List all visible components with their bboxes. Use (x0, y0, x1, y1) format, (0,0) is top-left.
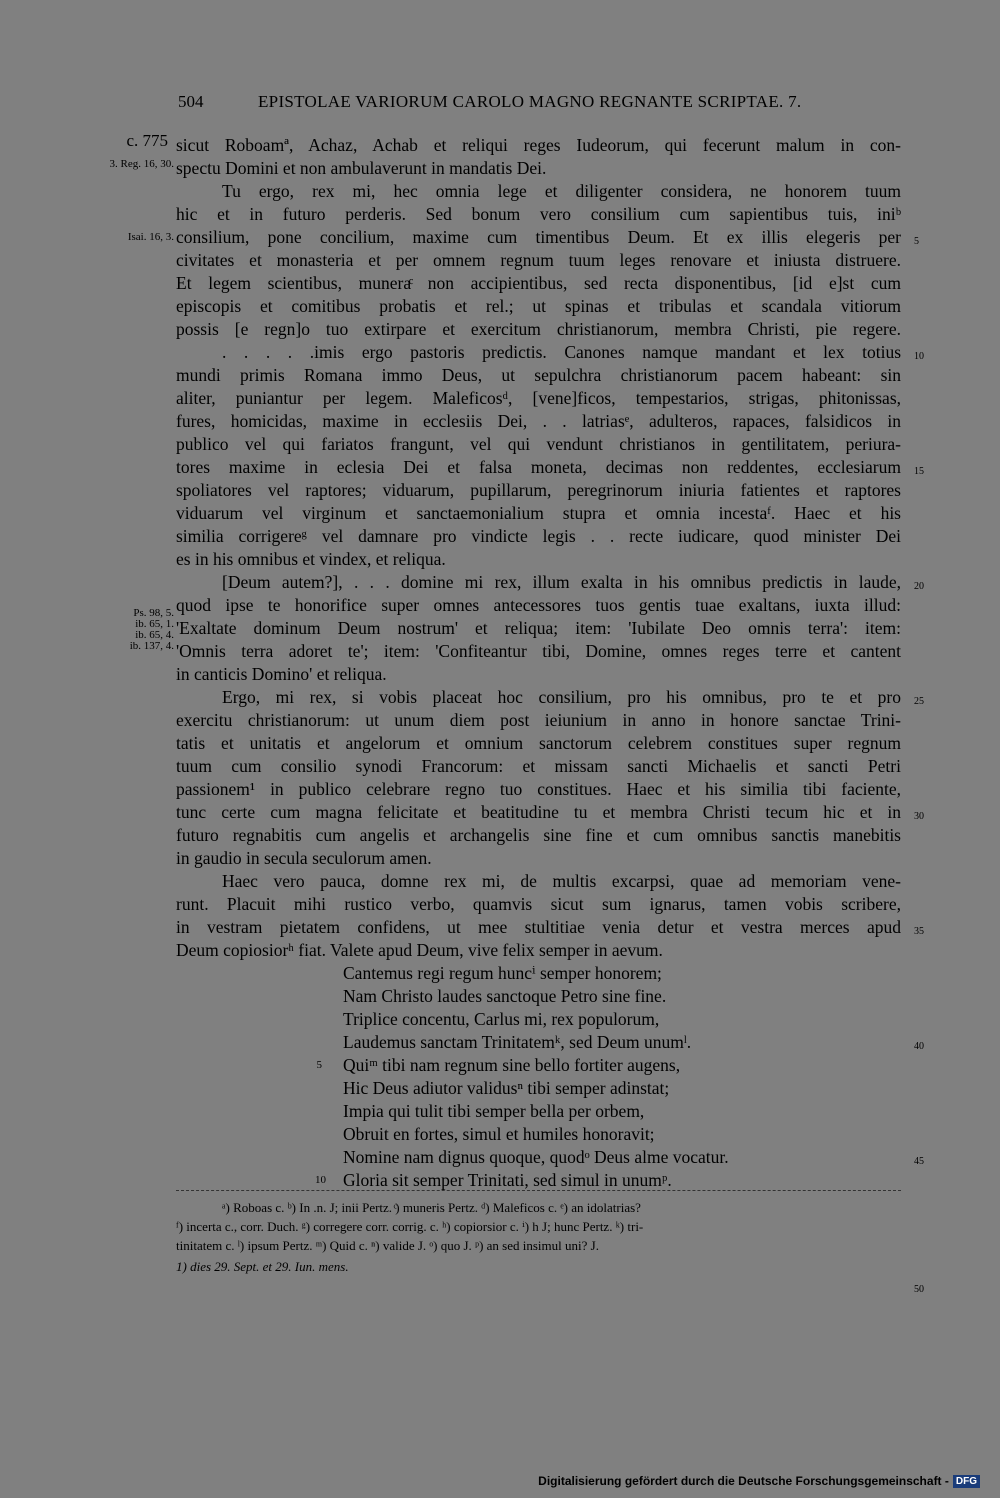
text-line: [Deum autem?], . . . domine mi rex, illum exalta in his omnibus predictis in laude, (222, 572, 901, 592)
line-number: 15 (914, 466, 924, 477)
credit-text: Digitalisierung gefördert durch die Deutsche Forschungsgemeinschaft - (538, 1474, 949, 1488)
running-title: EPISTOLAE VARIORUM CAROLO MAGNO REGNANTE SCRIPTAE. 7. (258, 92, 802, 111)
text-line: publico vel qui fariatos frangunt, vel qui vendunt christianos in gentilitatem, periura- (176, 434, 901, 454)
line-number: 50 (914, 1284, 924, 1295)
footnote-line: ᶠ) incerta c., corr. Duch. ᵍ) corregere corr. corrig. c. ʰ) copiorsior c. ⁱ) h J; hunc Pertz. ᵏ) tri- (176, 1219, 644, 1234)
text-line: es in his omnibus et vindex, et reliqua. (176, 549, 446, 569)
text-line: 'Omnis terra adoret te'; item: 'Confiteantur tibi, Domine, omnes reges terre et cantent (176, 641, 901, 661)
dfg-logo: DFG (953, 1475, 980, 1488)
page-number: 504 (178, 92, 204, 111)
verse-line: Cantemus regi regum huncⁱ semper honorem; (343, 963, 662, 983)
digitization-credit (538, 1474, 980, 1488)
margin-reference: ib. 137, 4. (129, 640, 174, 652)
text-line: Haec vero pauca, domne rex mi, de multis excarpsi, quae ad memoriam vene- (222, 871, 901, 891)
margin-reference: ib. 65, 1. (135, 618, 174, 630)
text-line: tatis et unitatis et angelorum et omnium sanctorum celebrem constitues super regnum (176, 733, 901, 753)
margin-reference: 3. Reg. 16, 30. (109, 158, 174, 170)
verse-line: Impia qui tulit tibi semper bella per orbem, (343, 1101, 645, 1121)
footnote-line: 1) dies 29. Sept. et 29. Iun. mens. (176, 1259, 349, 1274)
verse-line: Obruit en fortes, simul et humiles honoravit; (343, 1124, 655, 1144)
verse-line: Hic Deus adiutor validusⁿ tibi semper adinstat; (343, 1078, 670, 1098)
verse-number: 10 (315, 1174, 326, 1186)
verse-line: Quiᵐ tibi nam regnum sine bello fortiter augens, (343, 1055, 681, 1075)
line-number: 30 (914, 811, 924, 822)
text-line: Et legem scientibus, muneraͨ non accipientibus, sed recta disponentibus, [id e]st cum (176, 273, 901, 293)
verse-line: Triplice concentu, Carlus mi, rex populorum, (343, 1009, 660, 1029)
text-line: aliter, puniantur per legem. Maleficosᵈ, [vene]ficos, tempestarios, strigas, phitonissas, (176, 388, 901, 408)
text-line: in vestram pietatem confidens, ut mee stultitiae venia detur et vestra merces apud (176, 917, 901, 937)
text-line: . . . . .imis ergo pastoris predictis. Canones namque mandant et lex totius (222, 342, 901, 362)
text-line: tuum cum consilio synodi Francorum: et missam sancti Michaelis et sancti Petri (176, 756, 901, 776)
verse-line: Laudemus sanctam Trinitatemᵏ, sed Deum unumˡ. (343, 1032, 692, 1052)
line-number: 10 (914, 351, 924, 362)
line-number: 20 (914, 581, 924, 592)
verse-number: 5 (316, 1059, 322, 1071)
line-number: 25 (914, 696, 924, 707)
verse-line: Nam Christo laudes sanctoque Petro sine fine. (343, 986, 667, 1006)
verse-line: Nomine nam dignus quoque, quodᵒ Deus alme vocatur. (343, 1147, 729, 1167)
text-line: hic et in futuro perderis. Sed bonum vero consilium cum sapientibus tuis, iniᵇ (176, 204, 901, 224)
margin-date: c. 775 (126, 131, 168, 150)
footnote-divider (176, 1190, 901, 1191)
text-line: consilium, pone concilium, maxime cum timentibus Deum. Et ex illis elegeris per (176, 227, 901, 247)
text-line: 'Exaltate dominum Deum nostrum' et reliqua; item: 'Iubilate Deo omnis terra': item: (176, 618, 901, 638)
line-number: 40 (914, 1041, 924, 1052)
text-line: possis [e regn]o tuo extirpare et exercitum christianorum, membra Christi, pie regere. (176, 319, 901, 339)
page-header (0, 92, 1000, 120)
text-line: in gaudio in secula seculorum amen. (176, 848, 432, 868)
text-line: civitates et monasteria et per omnem regnum tuum leges renovare et iniusta distruere. (176, 250, 901, 270)
verse-line: Gloria sit semper Trinitati, sed simul in unumᵖ. (343, 1170, 672, 1190)
text-line: runt. Placuit mihi rustico verbo, quamvis sicut sum ignarus, tamen vobis scribere, (176, 894, 901, 914)
margin-reference: Isai. 16, 3. (127, 231, 174, 243)
text-line: Deum copiosiorʰ fiat. Valete apud Deum, vive felix semper in aevum. (176, 940, 663, 960)
text-line: episcopis et comitibus probatis et rel.; ut spinas et tribulas et scandala vitiorum (176, 296, 901, 316)
text-line: tunc certe cum magna felicitate et beatitudine tu et membra Christi tecum hic et in (176, 802, 901, 822)
text-line: mundi primis Romana immo Deus, ut sepulchra christianorum pacem habeant: sin (176, 365, 901, 385)
text-line: quod ipse te honorifice super omnes antecessores tuos gentis tuae exaltans, iuxta illud: (176, 595, 901, 615)
text-line: spoliatores vel raptores; viduarum, pupillarum, peregrinorum iniuria fatientes et raptores (176, 480, 901, 500)
text-line: similia corrigereᵍ vel damnare pro vindicte legis . . recte iudicare, quod minister Dei (176, 526, 901, 546)
text-line: exercitu christianorum: ut unum diem post ieiunium in anno in honore sanctae Trini- (176, 710, 901, 730)
text-line: in canticis Domino' et reliqua. (176, 664, 387, 684)
text-line: Ergo, mi rex, si vobis placeat hoc consilium, pro his omnibus, pro te et pro (222, 687, 901, 707)
footnote-line: ᵃ) Roboas c. ᵇ) In .n. J; inii Pertz. ͨ) muneris Pertz. ᵈ) Maleficos c. ᵉ) an idolatrias? (222, 1200, 641, 1215)
text-line: sicut Roboamª, Achaz, Achab et reliqui reges Iudeorum, qui fecerunt malum in con- (176, 135, 901, 155)
footnote-line: tinitatem c. ˡ) ipsum Pertz. ᵐ) Quid c. ⁿ) valide J. ᵒ) quo J. ᵖ) an sed insimul uni? J. (176, 1238, 599, 1253)
line-number: 5 (914, 236, 919, 247)
text-line: spectu Domini et non ambulaverunt in mandatis Dei. (176, 158, 547, 178)
line-number: 35 (914, 926, 924, 937)
text-line: passionem¹ in publico celebrare regno tuo constitues. Haec et his similia tibi faciente, (176, 779, 901, 799)
text-line: fures, homicidas, maxime in ecclesiis Dei, . . latriasᵉ, adulteros, rapaces, falsidicos in (176, 411, 901, 431)
margin-reference: ib. 65, 4. (135, 629, 174, 641)
text-line: futuro regnabitis cum angelis et archangelis sine fine et cum omnibus sanctis manebitis (176, 825, 901, 845)
text-line: Tu ergo, rex mi, hec omnia lege et diligenter considera, ne honorem tuum (222, 181, 901, 201)
text-line: tores maxime in eclesia Dei et falsa moneta, decimas non reddentes, ecclesiarum (176, 457, 901, 477)
line-number: 45 (914, 1156, 924, 1167)
margin-reference: Ps. 98, 5. (133, 607, 174, 619)
text-line: viduarum vel virginum et sanctaemonialium stupra et omnia incestaᶠ. Haec et his (176, 503, 901, 523)
